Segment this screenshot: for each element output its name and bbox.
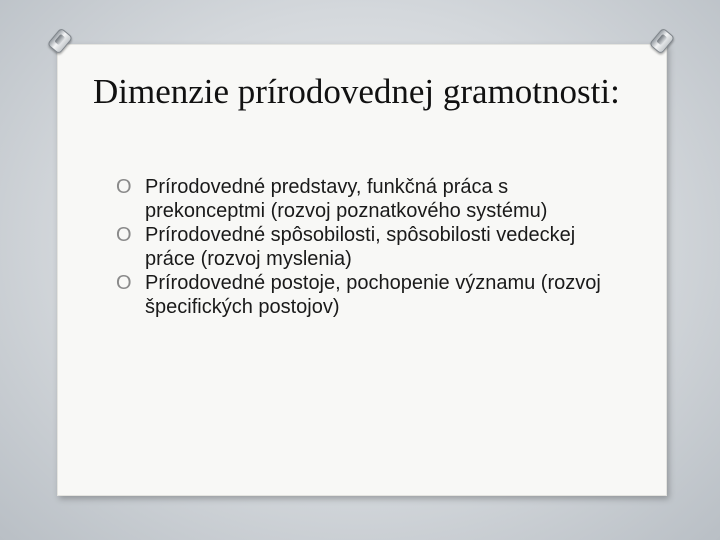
bullet-marker: O [116,224,132,246]
bullet-item [116,223,616,271]
bullet-list [116,175,616,319]
slide-title: Dimenzie prírodovednej gramotnosti: [93,72,620,111]
bullet-text: Prírodovedné spôsobilosti, spôsobilosti vedeckej práce (rozvoj myslenia) [145,224,576,270]
bullet-item [116,175,616,223]
bullet-text: Prírodovedné predstavy, funkčná práca s prekonceptmi (rozvoj poznatkového systému) [145,176,548,222]
bullet-text: Prírodovedné postoje, pochopenie významu (rozvoj špecifických postojov) [145,272,601,318]
bullet-marker: O [116,176,132,198]
bullet-item [116,271,616,319]
bullet-marker: O [116,272,132,294]
